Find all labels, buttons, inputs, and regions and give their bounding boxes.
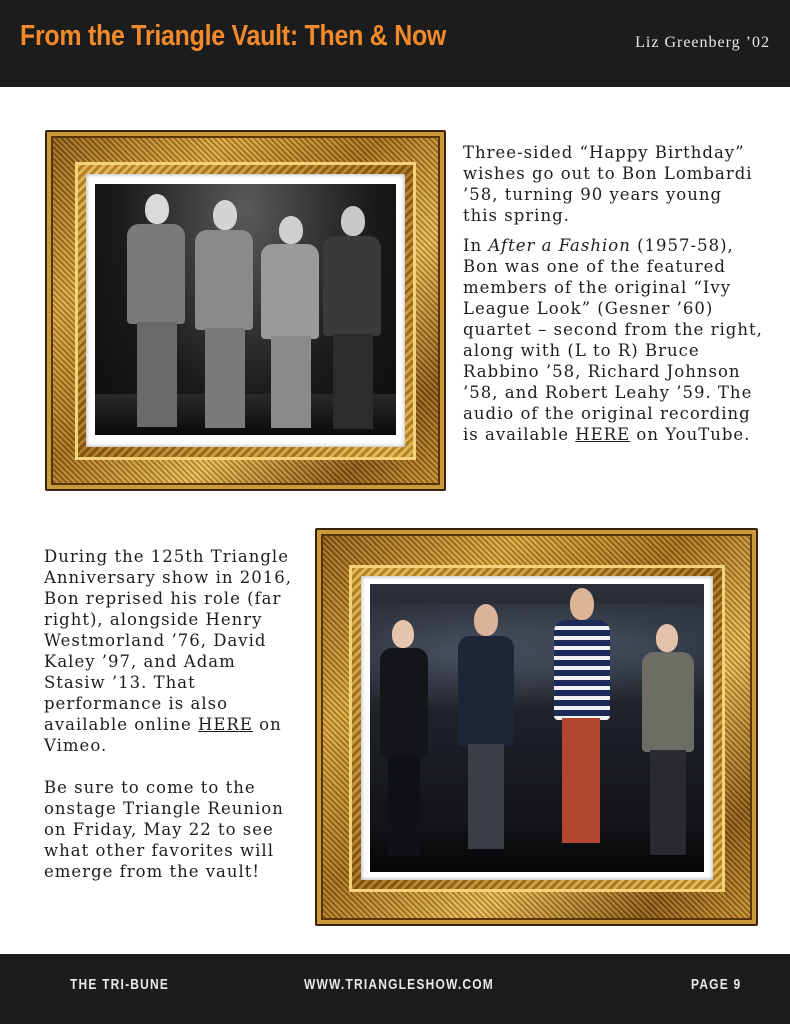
history-paragraph — [463, 235, 763, 445]
page-header — [0, 0, 790, 87]
singer-figure — [185, 200, 255, 434]
paragraph-text: In — [463, 236, 489, 255]
performer-figure — [376, 620, 432, 860]
page-number: PAGE 9 — [691, 976, 742, 993]
website-link[interactable]: WWW.TRIANGLESHOW.COM — [304, 976, 494, 993]
performer-figure — [550, 588, 614, 860]
top-article-text — [463, 142, 763, 454]
vintage-quartet-photo — [95, 184, 396, 435]
paragraph-text: on Vimeo. — [44, 715, 282, 755]
vimeo-link[interactable]: HERE — [198, 715, 253, 734]
author-byline: Liz Greenberg ’02 — [635, 34, 770, 51]
anniversary-performance-photo — [370, 584, 704, 872]
youtube-link[interactable]: HERE — [575, 425, 631, 444]
publication-name: THE TRI-BUNE — [70, 976, 170, 993]
performer-figure — [454, 604, 518, 860]
performer-figure — [638, 624, 700, 860]
singer-figure — [117, 194, 187, 434]
page-footer — [0, 954, 790, 1024]
page-title: From the Triangle Vault: Then & Now — [20, 20, 447, 52]
paragraph-text: on YouTube. — [630, 425, 751, 444]
paragraph-text: (1957-58), Bon was one of the featured members of the original “Ivy League Look” (Gesner ’60) quartet – second from the right, along with (L to R) Bruce Rabbino ’58, Richard Johnson ’58, and Robert Leahy ’59. The audio of the original recording is available — [463, 236, 763, 444]
singer-figure — [253, 216, 323, 434]
show-title: After a Fashion — [488, 236, 631, 255]
bottom-picture-frame — [315, 528, 758, 926]
birthday-paragraph: Three-sided “Happy Birthday” wishes go out to Bon Lombardi ’58, turning 90 years young this spring. — [463, 143, 753, 225]
anniversary-paragraph — [44, 546, 296, 756]
bottom-article-text — [44, 546, 296, 891]
reunion-paragraph: Be sure to come to the onstage Triangle Reunion on Friday, May 22 to see what other favorites will emerge from the vault! — [44, 778, 284, 881]
top-picture-frame — [45, 130, 446, 491]
singer-figure — [317, 206, 387, 434]
paragraph-text: During the 125th Triangle Anniversary show in 2016, Bon reprised his role (far right), alongside Henry Westmorland ’76, David Kaley ’97, and Adam Stasiw ’13. That performance is also available online — [44, 547, 292, 734]
